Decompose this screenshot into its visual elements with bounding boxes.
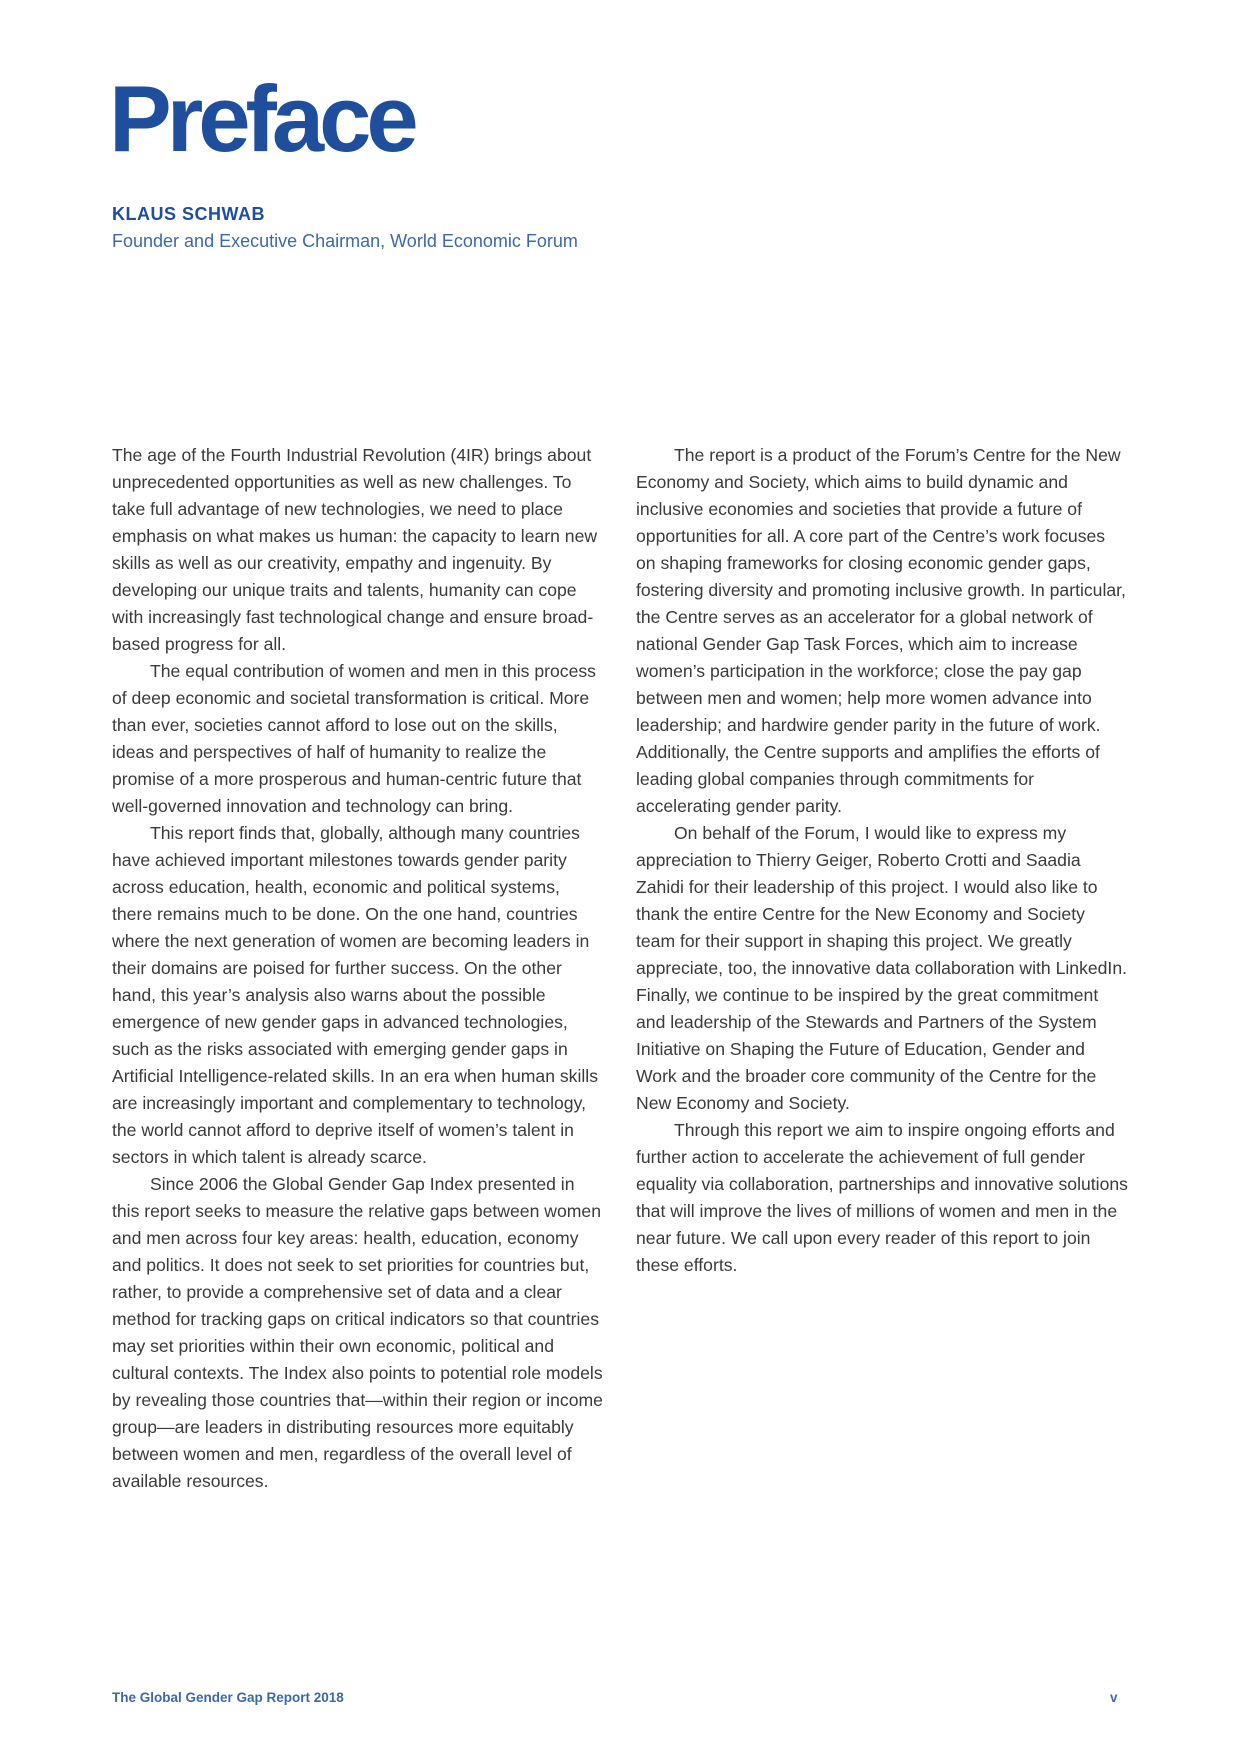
- author-role: Founder and Executive Chairman, World Economic Forum: [112, 231, 578, 251]
- left-text-column: [112, 442, 604, 1495]
- right-text-column: [636, 442, 1128, 1279]
- paragraph: Through this report we aim to inspire ongoing efforts and further action to accelerate the achievement of full gender equality via collaboration, partnerships and innovative solutions that will improve the lives of millions of women and men in the near future. We call upon every reader of this report to join these efforts.: [636, 1120, 1128, 1275]
- paragraph: The equal contribution of women and men in this process of deep economic and societal transformation is critical. More than ever, societies cannot afford to lose out on the skills, ideas and perspectives of half of humanity to realize the promise of a more prosperous and human-centric future that well-governed innovation and technology can bring.: [112, 661, 596, 816]
- footer-publication-title: The Global Gender Gap Report 2018: [112, 1690, 344, 1705]
- author-name: KLAUS SCHWAB: [112, 204, 265, 224]
- paragraph: The report is a product of the Forum’s Centre for the New Economy and Society, which aims to build dynamic and inclusive economies and societies that provide a future of opportunities for all. A core part of the Centre’s work focuses on shaping frameworks for closing economic gender gaps, fostering diversity and promoting inclusive growth. In particular, the Centre serves as an accelerator for a global network of national Gender Gap Task Forces, which aim to increase women’s participation in the workforce; close the pay gap between men and women; help more women advance into leadership; and hardwire gender parity in the future of work. Additionally, the Centre supports and amplifies the efforts of leading global companies through commitments for accelerating gender parity.: [636, 445, 1126, 816]
- paragraph: On behalf of the Forum, I would like to express my appreciation to Thierry Geiger, Roberto Crotti and Saadia Zahidi for their leadership of this project. I would also like to thank the entire Centre for the New Economy and Society team for their support in shaping this project. We greatly appreciate, too, the innovative data collaboration with LinkedIn. Finally, we continue to be inspired by the great commitment and leadership of the Stewards and Partners of the System Initiative on Shaping the Future of Education, Gender and Work and the broader core community of the Centre for the New Economy and Society.: [636, 823, 1127, 1113]
- paragraph: This report finds that, globally, although many countries have achieved important milestones towards gender parity across education, health, economic and political systems, there remains much to be done. On the one hand, countries where the next generation of women are becoming leaders in their domains are poised for further success. On the other hand, this year’s analysis also warns about the possible emergence of new gender gaps in advanced technologies, such as the risks associated with emerging gender gaps in Artificial Intelligence-related skills. In an era when human skills are increasingly important and complementary to technology, the world cannot afford to deprive itself of women’s talent in sectors in which talent is already scarce.: [112, 823, 599, 1167]
- paragraph: Since 2006 the Global Gender Gap Index presented in this report seeks to measure the relative gaps between women and men across four key areas: health, education, economy and politics. It does not seek to set priorities for countries but, rather, to provide a comprehensive set of data and a clear method for tracking gaps on critical indicators so that countries may set priorities within their own economic, political and cultural contexts. The Index also points to potential role models by revealing those countries that—within their region or income group—are leaders in distributing resources more equitably between women and men, regardless of the overall level of available resources.: [112, 1174, 603, 1491]
- page-title: Preface: [109, 66, 414, 171]
- paragraph: The age of the Fourth Industrial Revolution (4IR) brings about unprecedented opportunities as well as new challenges. To take full advantage of new technologies, we need to place emphasis on what makes us human: the capacity to learn new skills as well as our creativity, empathy and ingenuity. By developing our unique traits and talents, humanity can cope with increasingly fast technological change and ensure broad-based progress for all.: [112, 445, 598, 654]
- footer-page-number: v: [1110, 1690, 1118, 1705]
